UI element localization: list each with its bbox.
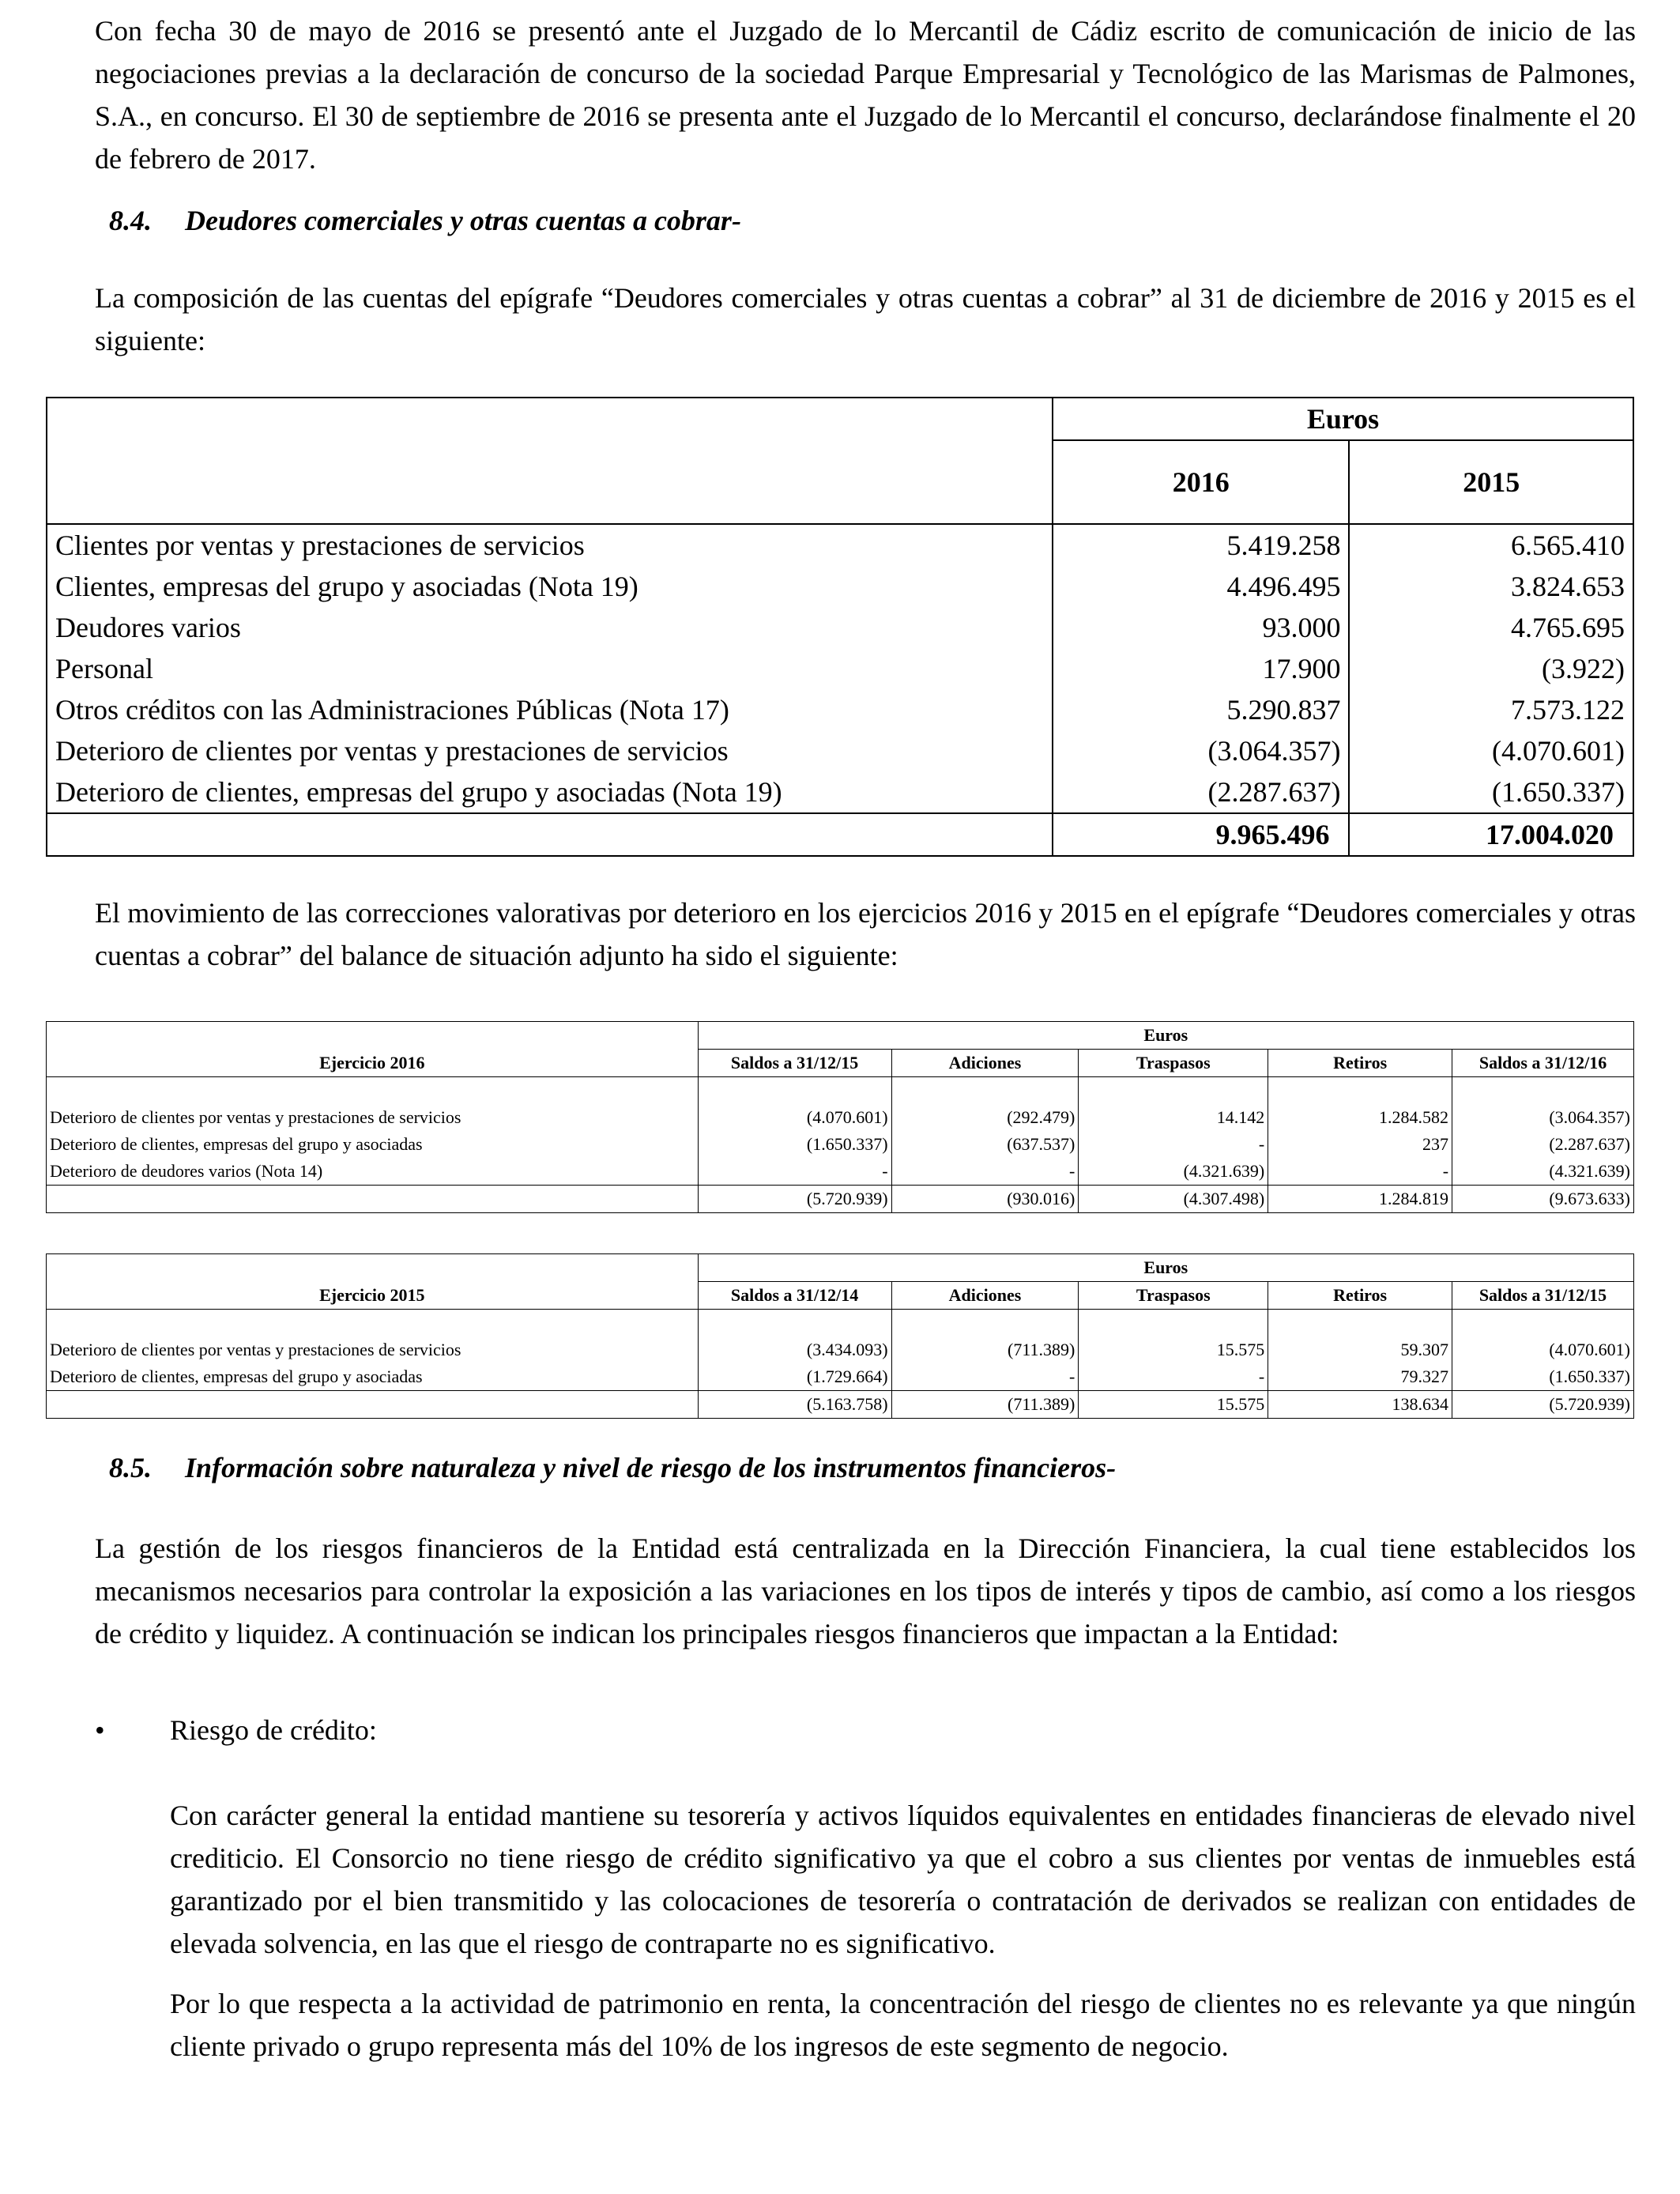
heading-number: 8.5. <box>109 1452 152 1483</box>
deudores-table <box>46 397 1634 857</box>
paragraph-concurso: Con fecha 30 de mayo de 2016 se presentó ante el Juzgado de lo Mercantil de Cádiz escrito de comunicación de inicio de las negociaciones previas a la declaración de concurso de la sociedad Parque Empresarial y Tecnológico de las Marismas de Palmones, S.A., en concurso. El 30 de septiembre de 2016 se presenta ante el Juzgado de lo Mercantil el concurso, declarándose finalmente el 20 de febrero de 2017. <box>95 15 1636 175</box>
table-row: Otros créditos con las Administraciones Públicas (Nota 17) 5.290.837 7.573.122 <box>47 689 1633 730</box>
heading-8-5 <box>109 1446 1116 1489</box>
table-row: Deterioro de clientes, empresas del grupo y asociadas (Nota 19) (2.287.637) (1.650.337) <box>47 771 1633 813</box>
total-2015: 17.004.020 <box>1349 813 1633 856</box>
table-row: Deterioro de clientes por ventas y prestaciones de servicios (4.070.601) (292.479) 14.142 1.284.582 (3.064.357) <box>47 1104 1634 1131</box>
paragraph-patrimonio-renta: Por lo que respecta a la actividad de patrimonio en renta, la concentración del riesgo de clientes no es relevante ya que ningún cliente privado o grupo representa más del 10% de los ingresos de este segmento de negocio. <box>170 1988 1636 2062</box>
table-row: Clientes por ventas y prestaciones de servicios 5.419.258 6.565.410 <box>47 524 1633 566</box>
table-row: Deterioro de clientes por ventas y prestaciones de servicios (3.434.093) (711.389) 15.575 59.307 (4.070.601) <box>47 1336 1634 1363</box>
table-row: Personal 17.900 (3.922) <box>47 648 1633 689</box>
paragraph-gestion-riesgos: La gestión de los riesgos financieros de la Entidad está centralizada en la Dirección Financiera, la cual tiene establecidos los mecanismos necesarios para controlar la exposición a las variaciones en los tipos de interés y tipos de cambio, así como a los riesgos de crédito y liquidez. A continuación se indican los principales riesgos financieros que impactan a la Entidad: <box>95 1532 1636 1649</box>
paragraph-composicion: La composición de las cuentas del epígrafe “Deudores comerciales y otras cuentas a cobrar” al 31 de diciembre de 2016 y 2015 es el siguiente: <box>95 282 1636 356</box>
bullet-icon: • <box>95 1714 105 1746</box>
table-row: Deterioro de clientes, empresas del grupo y asociadas (1.729.664) - - 79.327 (1.650.337) <box>47 1363 1634 1391</box>
table-total-row: (5.720.939) (930.016) (4.307.498) 1.284.819 (9.673.633) <box>47 1186 1634 1213</box>
header-2016: 2016 <box>1053 440 1349 524</box>
table-total-row: (5.163.758) (711.389) 15.575 138.634 (5.720.939) <box>47 1391 1634 1419</box>
total-2016: 9.965.496 <box>1053 813 1349 856</box>
bullet-label: Riesgo de crédito: <box>170 1714 377 1746</box>
heading-text: Deudores comerciales y otras cuentas a cobrar- <box>185 205 741 236</box>
header-currency: Euros <box>698 1022 1633 1050</box>
header-ejercicio: Ejercicio 2015 <box>47 1282 699 1310</box>
header-2015: 2015 <box>1349 440 1633 524</box>
heading-number: 8.4. <box>109 205 152 236</box>
table-row: Clientes, empresas del grupo y asociadas (Nota 19) 4.496.495 3.824.653 <box>47 566 1633 607</box>
header-ejercicio: Ejercicio 2016 <box>47 1050 699 1077</box>
movimiento-2015-table: Euros Ejercicio 2015 Saldos a 31/12/14 Adiciones Traspasos Retiros Saldos a 31/12/15 Deterioro de clientes por ventas y prestaciones de servicios (3.434.093) (711.389) 15.575 59.307 (4.070.601) Deterioro de clientes, empresas del grupo y asociadas (1.729.664) - - 79.327 (1.650.337) (5.163.758) (711.389) 15.575 138.634 (5.720.939) <box>46 1253 1634 1419</box>
paragraph-movimiento: El movimiento de las correcciones valorativas por deterioro en los ejercicios 2016 y 2015 en el epígrafe “Deudores comerciales y otras cuentas a cobrar” del balance de situación adjunto ha sido el siguiente: <box>95 897 1636 971</box>
table-total-row <box>47 813 1633 856</box>
movimiento-2016-table: Euros Ejercicio 2016 Saldos a 31/12/15 Adiciones Traspasos Retiros Saldos a 31/12/16 Deterioro de clientes por ventas y prestaciones de servicios (4.070.601) (292.479) 14.142 1.284.582 (3.064.357) Deterioro de clientes, empresas del grupo y asociadas (1.650.337) (637.537) - 237 (2.287.637) Deterioro de deudores varios (Nota 14) - - (4.321.639) - (4.321.639) (5.720.939) (930.016) (4.307.498) 1.284.819 (9.673.633) <box>46 1021 1634 1213</box>
header-blank <box>47 398 1053 524</box>
heading-text: Información sobre naturaleza y nivel de riesgo de los instrumentos financieros- <box>185 1452 1117 1483</box>
table-row: Deudores varios 93.000 4.765.695 <box>47 607 1633 648</box>
header-currency: Euros <box>698 1254 1633 1282</box>
heading-8-4 <box>109 199 741 242</box>
table-row: Deterioro de clientes, empresas del grupo y asociadas (1.650.337) (637.537) - 237 (2.287.637) <box>47 1131 1634 1158</box>
table-row: Deterioro de clientes por ventas y prestaciones de servicios (3.064.357) (4.070.601) <box>47 730 1633 771</box>
paragraph-tesoreria: Con carácter general la entidad mantiene su tesorería y activos líquidos equivalentes en entidades financieras de elevado nivel crediticio. El Consorcio no tiene riesgo de crédito significativo ya que el cobro a sus clientes por ventas de inmuebles está garantizado por el bien transmitido y las colocaciones de tesorería o contratación de derivados se realizan con entidades de elevada solvencia, en las que el riesgo de contraparte no es significativo. <box>170 1800 1636 1959</box>
table-row: Deterioro de deudores varios (Nota 14) - - (4.321.639) - (4.321.639) <box>47 1158 1634 1186</box>
header-currency: Euros <box>1053 398 1633 440</box>
